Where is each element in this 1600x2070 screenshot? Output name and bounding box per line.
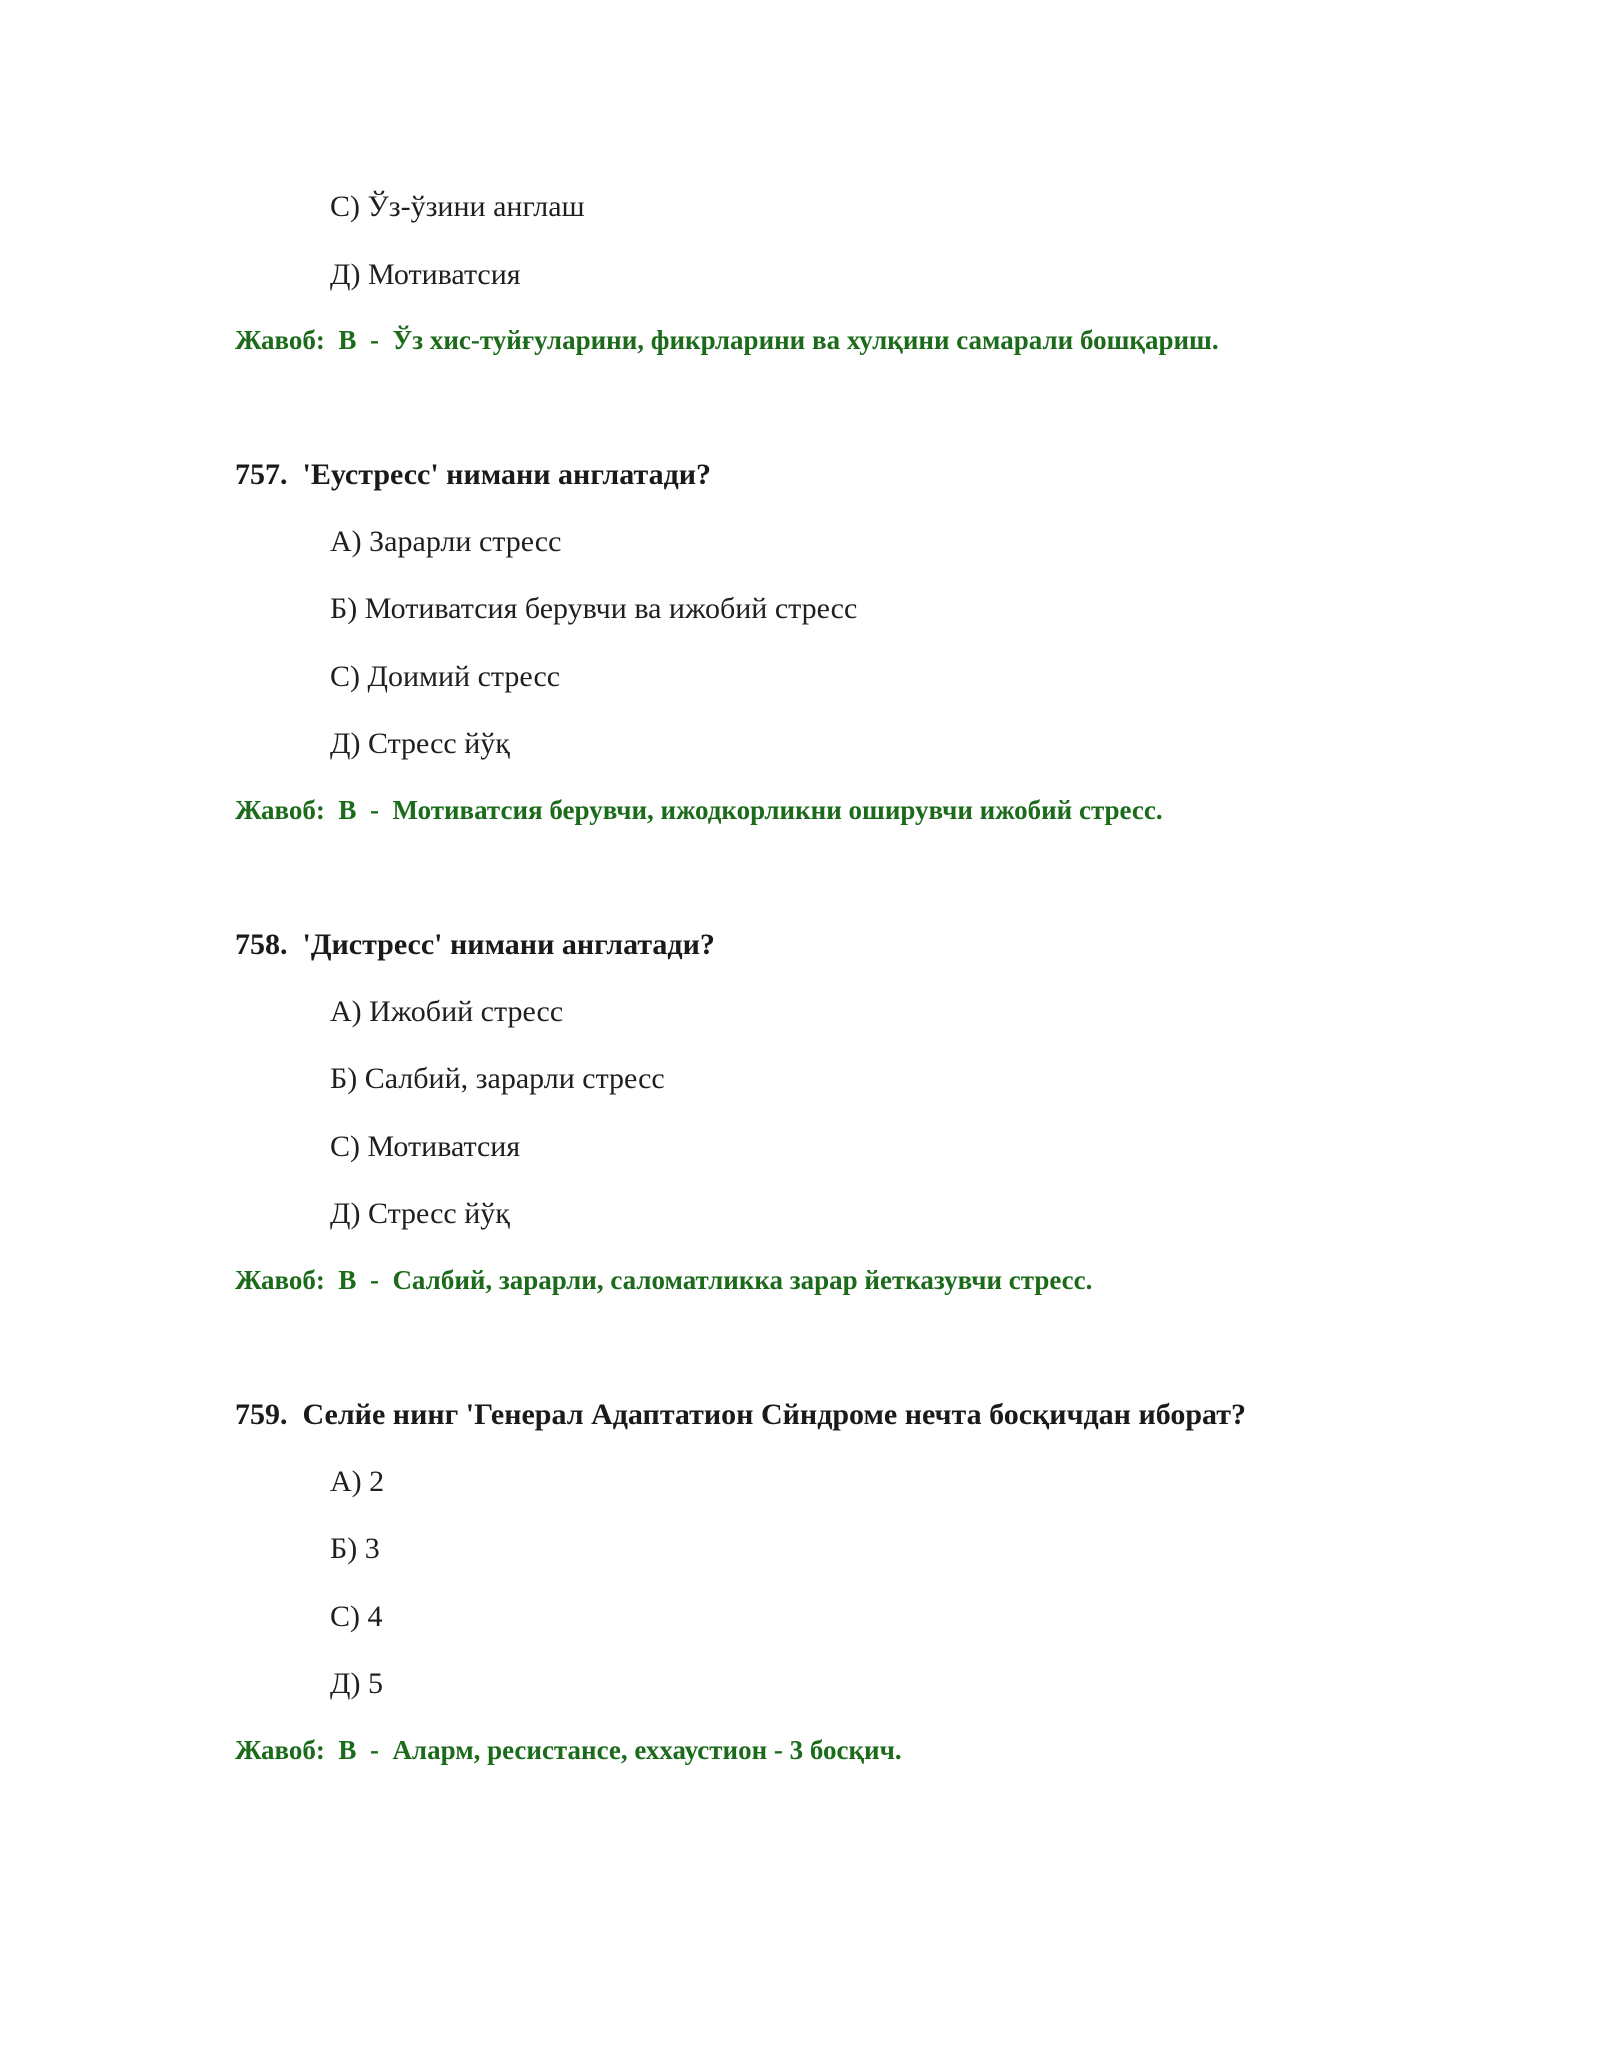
answer-letter: В	[338, 325, 357, 355]
option-c: С) Ўз-ўзини англаш	[330, 190, 585, 223]
option-c: С) Мотиватсия	[330, 1130, 521, 1163]
question-number: 759.	[235, 1398, 288, 1431]
answer-text: Ўз хис-туйғуларини, фикрларини ва хулқини самарали бошқариш.	[392, 325, 1219, 355]
answer-prefix: Жавоб:	[235, 325, 325, 355]
answer-line	[235, 1267, 1092, 1294]
option-c: С) 4	[330, 1600, 383, 1633]
question-text: Селйе нинг 'Генерал Адаптатион Сйндроме нечта босқичдан иборат?	[302, 1398, 1247, 1431]
option-b: Б) Мотиватсия берувчи ва ижобий стресс	[330, 592, 858, 625]
answer-dash: -	[369, 1265, 379, 1295]
option-c: С) Доимий стресс	[330, 660, 561, 693]
question-text: 'Еустресс' нимани англатади?	[302, 458, 712, 491]
answer-text: Салбий, зарарли, саломатликка зарар йетказувчи стресс.	[392, 1265, 1093, 1295]
answer-line	[235, 327, 1219, 354]
question-text: 'Дистресс' нимани англатади?	[302, 928, 715, 961]
option-d: Д) Стресс йўқ	[330, 727, 510, 760]
answer-prefix: Жавоб:	[235, 795, 325, 825]
answer-text: Аларм, ресистансе, еххаустион - 3 босқич.	[392, 1735, 902, 1765]
answer-prefix: Жавоб:	[235, 1265, 325, 1295]
option-b: Б) Салбий, зарарли стресс	[330, 1062, 665, 1095]
option-a: А) Ижобий стресс	[330, 995, 564, 1028]
answer-dash: -	[369, 325, 379, 355]
option-a: А) 2	[330, 1465, 385, 1498]
question-number: 757.	[235, 458, 288, 491]
option-a: А) Зарарли стресс	[330, 525, 562, 558]
answer-letter: В	[338, 1265, 357, 1295]
answer-letter: В	[338, 1735, 357, 1765]
option-d: Д) Стресс йўқ	[330, 1197, 510, 1230]
question-758	[235, 930, 715, 960]
answer-letter: В	[338, 795, 357, 825]
answer-line	[235, 797, 1163, 824]
question-759	[235, 1400, 1246, 1430]
answer-dash: -	[369, 1735, 379, 1765]
option-b: Б) 3	[330, 1532, 380, 1565]
option-d: Д) 5	[330, 1667, 383, 1700]
answer-text: Мотиватсия берувчи, ижодкорликни оширувчи ижобий стресс.	[392, 795, 1163, 825]
answer-dash: -	[369, 795, 379, 825]
question-number: 758.	[235, 928, 288, 961]
option-d: Д) Мотиватсия	[330, 258, 521, 291]
question-757	[235, 460, 711, 490]
answer-prefix: Жавоб:	[235, 1735, 325, 1765]
answer-line	[235, 1737, 902, 1764]
